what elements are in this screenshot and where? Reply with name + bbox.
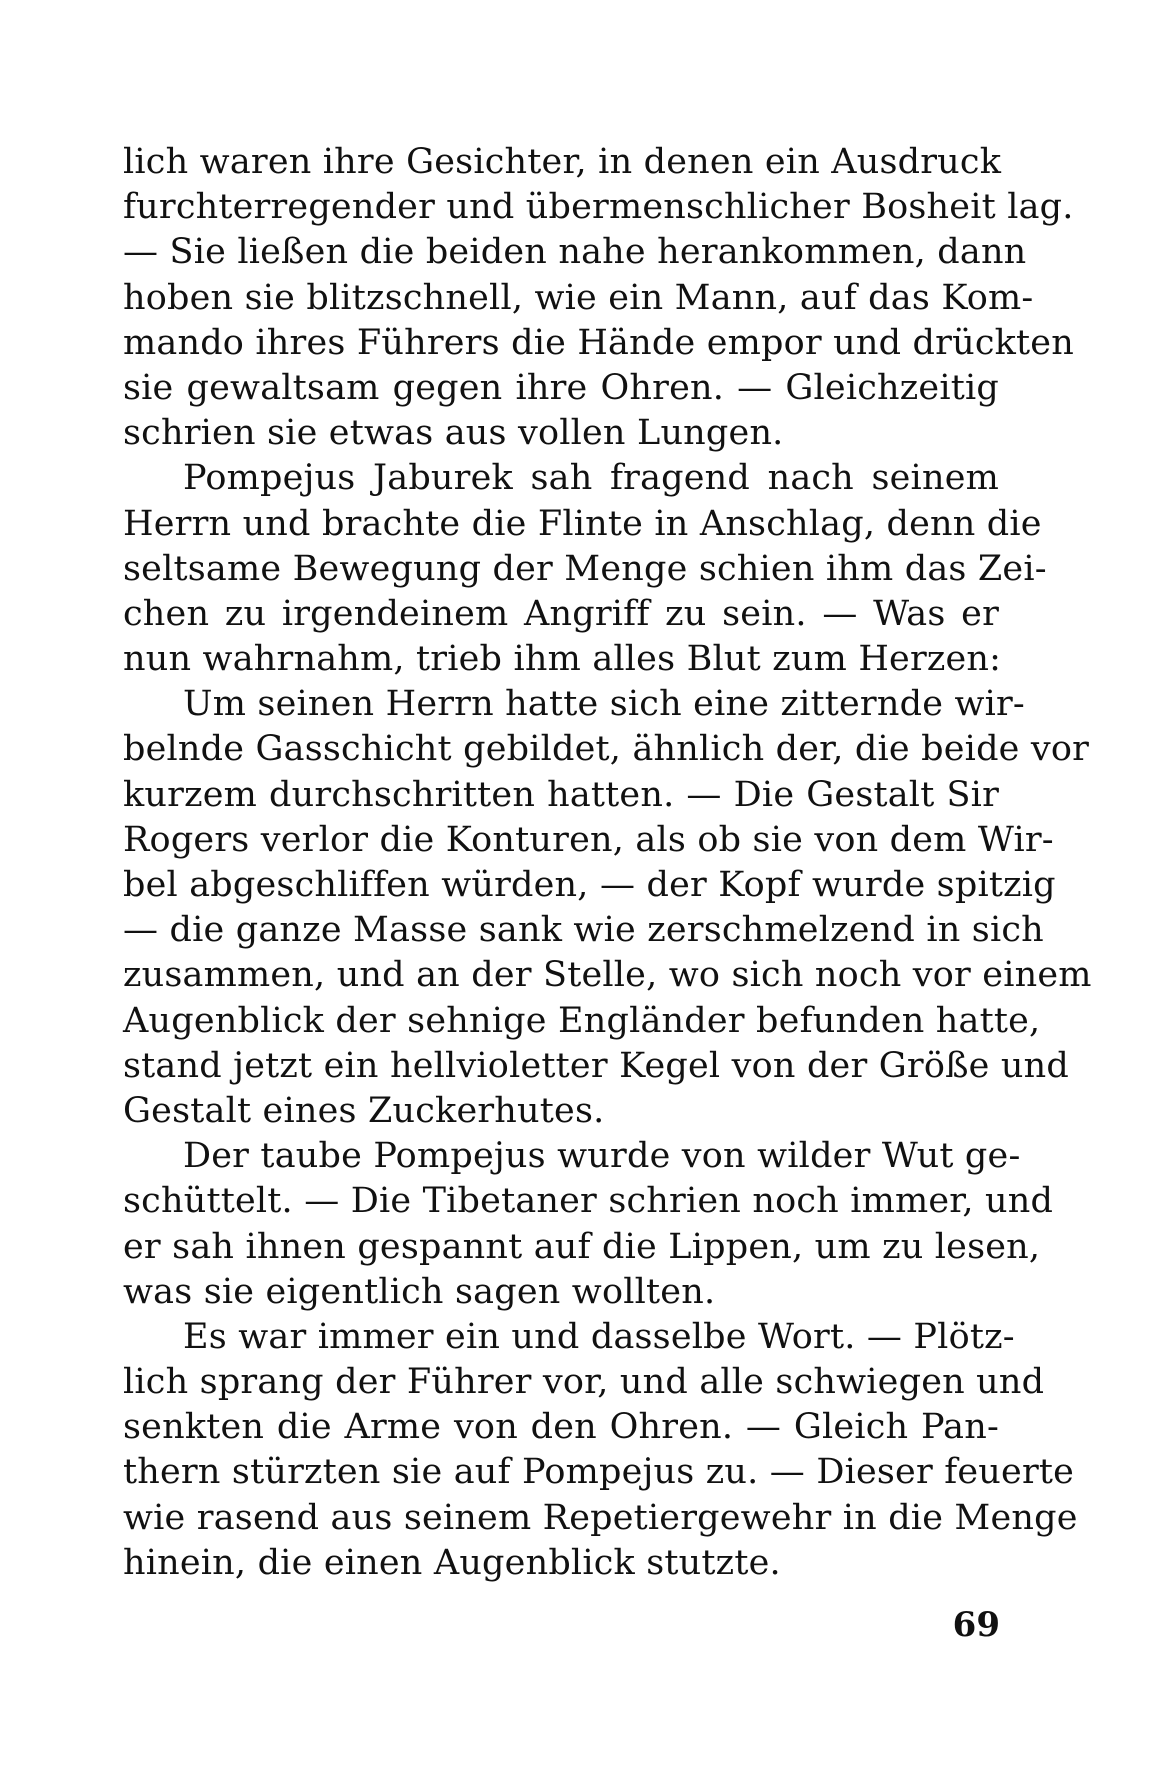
text-line: Rogers verlor die Konturen, als ob sie von dem Wir- <box>123 819 1054 860</box>
text-line: stand jetzt ein hellvioletter Kegel von der Größe und <box>123 1045 1069 1086</box>
text-line: nun wahrnahm, trieb ihm alles Blut zum Herzen: <box>123 639 1002 680</box>
text-line: bel abgeschliffen würden, — der Kopf wurde spitzig <box>123 865 1056 905</box>
text-line: furchterregender und übermenschlicher Bosheit lag. <box>123 187 1074 228</box>
text-line: kurzem durchschritten hatten. — Die Gestalt Sir <box>123 774 999 815</box>
text-line: belnde Gasschicht gebildet, ähnlich der, die beide vor <box>123 729 1090 770</box>
text-line: seltsame Bewegung der Menge schien ihm das Zei- <box>123 548 1047 589</box>
text-line: hoben sie blitzschnell, wie ein Mann, auf das Kom- <box>123 277 1034 318</box>
text-line: Gestalt eines Zuckerhutes. <box>123 1090 605 1131</box>
text-line: mando ihres Führers die Hände empor und drückten <box>123 322 1074 363</box>
paragraph-start-line: Der taube Pompejus wurde von wilder Wut ge- <box>183 1136 1021 1177</box>
text-line: lich waren ihre Gesichter, in denen ein Ausdruck <box>123 142 1002 182</box>
paragraph-start-line: Es war immer ein und dasselbe Wort. — Plötz- <box>183 1316 1015 1357</box>
text-line: zusammen, und an der Stelle, wo sich noch vor einem <box>123 955 1092 996</box>
text-line: Augenblick der sehnige Engländer befunden hatte, <box>123 1000 1041 1041</box>
text-line: schrien sie etwas aus vollen Lungen. <box>123 413 784 454</box>
paragraph-start-line: Um seinen Herrn hatte sich eine zitternde wir- <box>183 684 1025 725</box>
page-number: 69 <box>952 1605 1000 1645</box>
text-line: sie gewaltsam gegen ihre Ohren. — Gleichzeitig <box>123 367 999 408</box>
text-line: — Sie ließen die beiden nahe herankommen, dann <box>123 232 1027 273</box>
text-line: schüttelt. — Die Tibetaner schrien noch immer, und <box>123 1181 1054 1222</box>
text-line: — die ganze Masse sank wie zerschmelzend in sich <box>123 910 1044 951</box>
text-line: thern stürzten sie auf Pompejus zu. — Dieser feuerte <box>123 1452 1075 1493</box>
text-line: was sie eigentlich sagen wollten. <box>123 1271 716 1312</box>
body-text <box>123 140 1092 1586</box>
text-line: senkten die Arme von den Ohren. — Gleich Pan- <box>123 1407 999 1448</box>
text-line: wie rasend aus seinem Repetiergewehr in die Menge <box>123 1497 1078 1538</box>
text-line: hinein, die einen Augenblick stutzte. <box>123 1542 781 1583</box>
text-line: Herrn und brachte die Flinte in Anschlag, denn die <box>123 503 1042 544</box>
text-line: lich sprang der Führer vor, und alle schwiegen und <box>123 1362 1045 1403</box>
text-line: er sah ihnen gespannt auf die Lippen, um zu lesen, <box>123 1226 1041 1267</box>
text-line: chen zu irgendeinem Angriff zu sein. — Was er <box>123 593 999 634</box>
paragraph-start-line: Pompejus Jaburek sah fragend nach seinem <box>183 458 999 499</box>
